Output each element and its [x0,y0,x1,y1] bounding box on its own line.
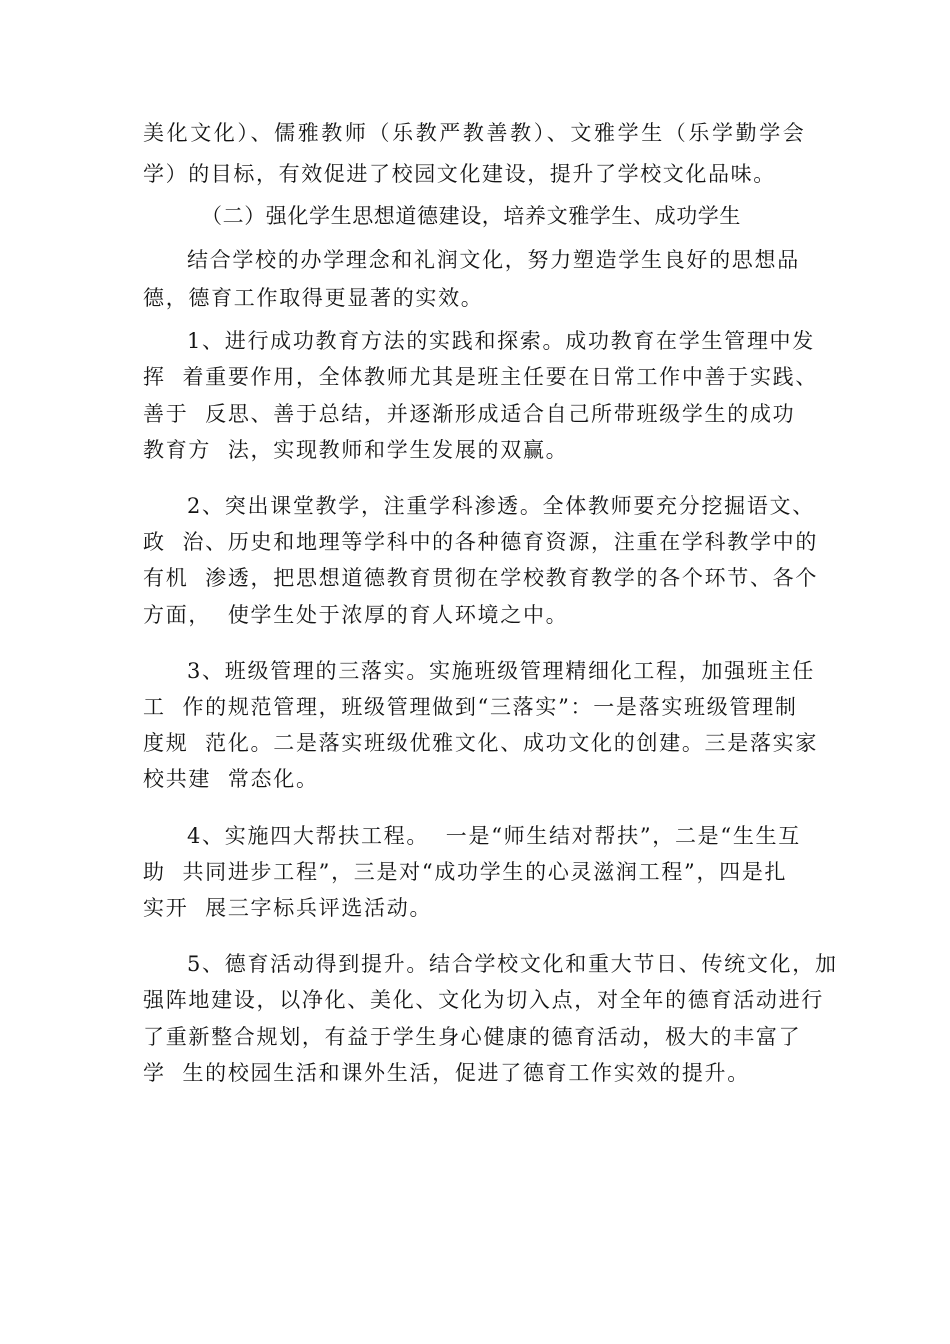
text-line: 教育方 法，实现教师和学生发展的双赢。 [143,438,569,462]
text-line: 助 共同进步工程”，三是对“成功学生的心灵滋润工程”，四是扎 [143,860,788,884]
text-line: 校共建 常态化。 [143,767,319,791]
text-line: 实开 展三字标兵评选活动。 [143,896,433,920]
text-line: 结合学校的办学理念和礼润文化，努力塑造学生良好的思想品 [187,248,800,272]
text-line: 政 治、历史和地理等学科中的各种德育资源，注重在学科教学中的 [143,530,819,554]
text-line: 学 生的校园生活和课外生活，促进了德育工作实效的提升。 [143,1061,750,1085]
text-line: 善于 反思、善于总结，并逐渐形成适合自己所带班级学生的成功 [143,402,796,426]
text-line: 挥 着重要作用，全体教师尤其是班主任要在日常工作中善于实践、 [143,365,819,389]
text-line: 美化文化）、儒雅教师（乐教严教善教）、文雅学生（乐学勤学会 [143,121,807,145]
text-line: 了重新整合规划，有益于学生身心健康的德育活动，极大的丰富了 [143,1025,802,1049]
text-line: 2、突出课堂教学，注重学科渗透。全体教师要充分挖掘语文、 [187,494,815,518]
text-line: 度规 范化。二是落实班级优雅文化、成功文化的创建。三是落实家 [143,731,819,755]
section-heading: （二）强化学生思想道德建设，培养文雅学生、成功学生 [201,204,741,228]
text-line: 有机 渗透，把思想道德教育贯彻在学校教育教学的各个环节、各个 [143,566,819,590]
text-line: 学）的目标，有效促进了校园文化建设，提升了学校文化品味。 [143,162,776,186]
text-line: 德，德育工作取得更显著的实效。 [143,286,484,310]
text-line: 方面， 使学生处于浓厚的育人环境之中。 [143,603,569,627]
text-line: 3、班级管理的三落实。实施班级管理精细化工程，加强班主任 [187,659,815,683]
text-line: 强阵地建设，以净化、美化、文化为切入点，对全年的德育活动进行 [143,988,824,1012]
text-line: 4、实施四大帮扶工程。 一是“师生结对帮扶”，二是“生生互 [187,824,801,848]
text-line: 5、德育活动得到提升。结合学校文化和重大节日、传统文化，加 [187,952,838,976]
text-line: 1、进行成功教育方法的实践和探索。成功教育在学生管理中发 [187,329,815,353]
text-line: 工 作的规范管理，班级管理做到“三落实”：一是落实班级管理制 [143,695,798,719]
